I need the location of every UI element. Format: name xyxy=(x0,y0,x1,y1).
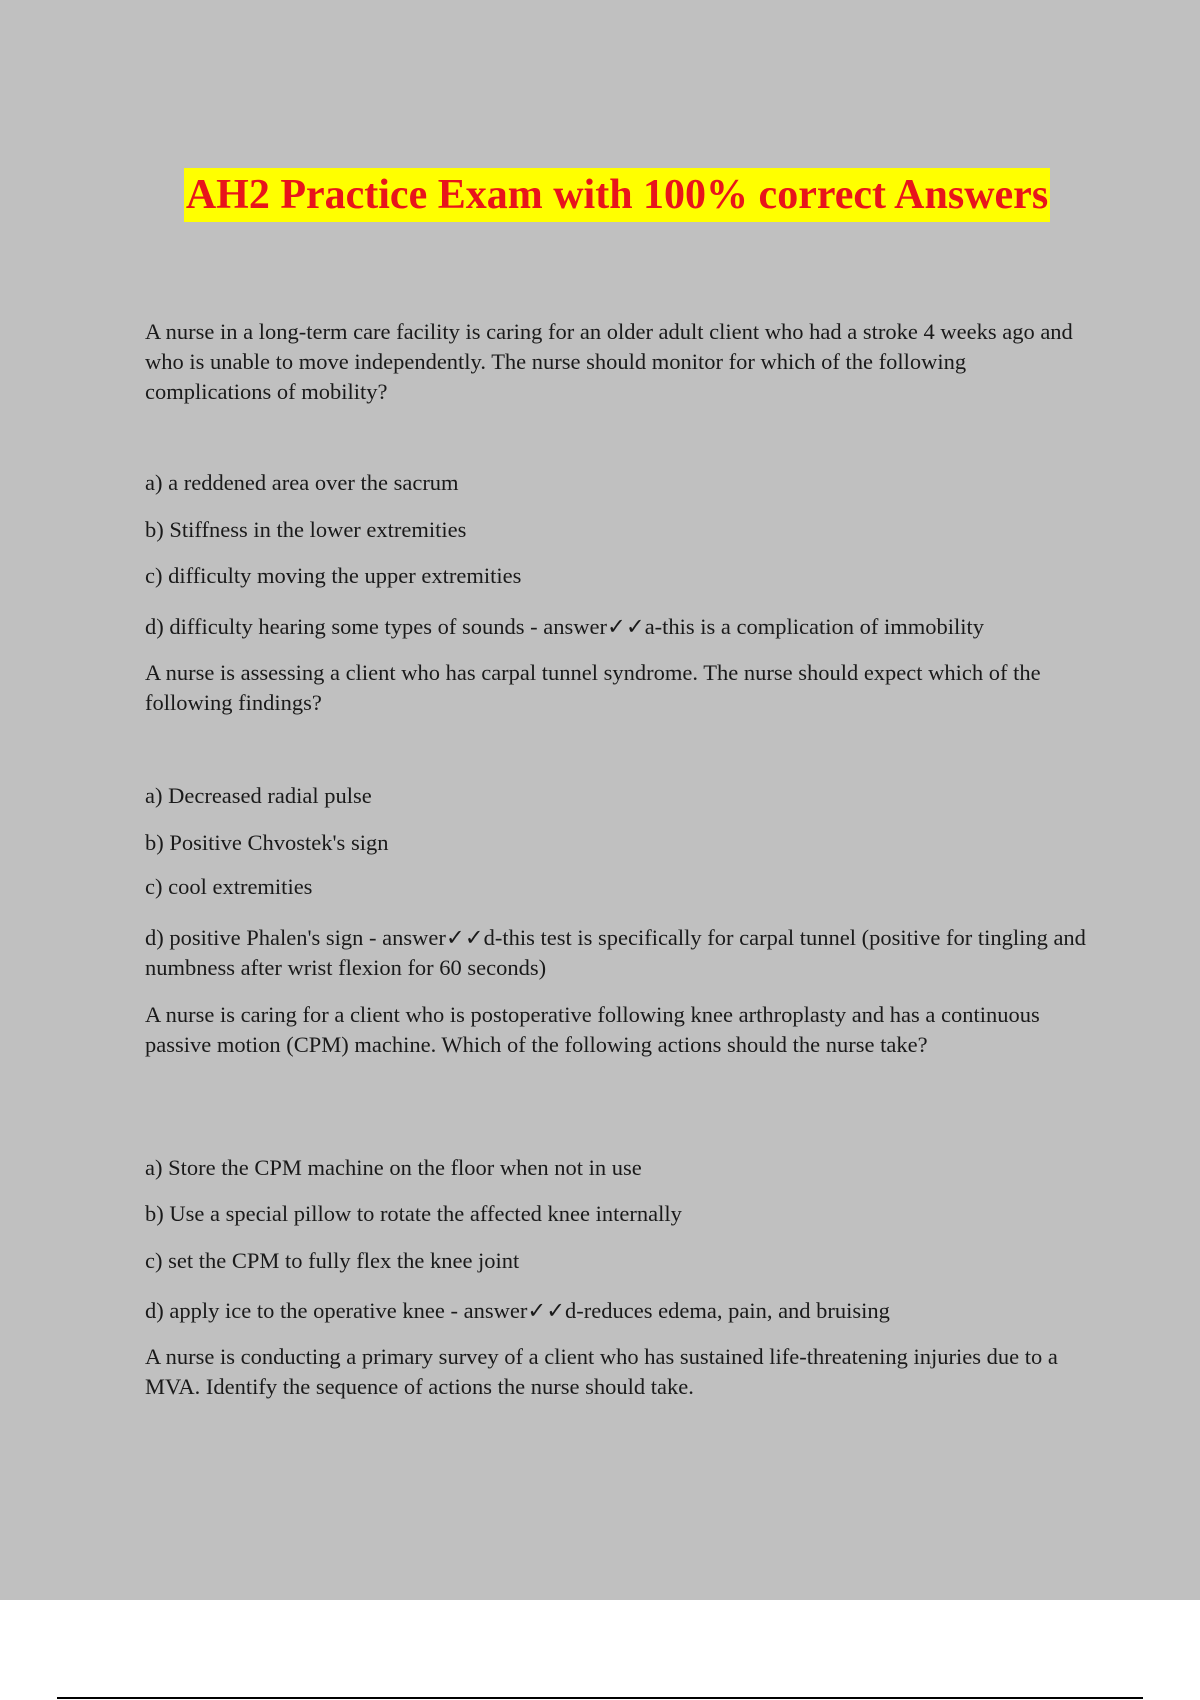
question-1-option-b: b) Stiffness in the lower extremities xyxy=(145,517,467,542)
question-3-option-b: b) Use a special pillow to rotate the affected knee internally xyxy=(145,1201,682,1226)
question-2-stem: A nurse is assessing a client who has carpal tunnel syndrome. The nurse should expect which of the following findings? xyxy=(145,660,1041,715)
question-2-option-d-answer: d) positive Phalen's sign - answer✓✓d-this test is specifically for carpal tunnel (positive for tingling and numbness after wrist flexion for 60 seconds) xyxy=(145,925,1086,980)
question-1-option-a: a) a reddened area over the sacrum xyxy=(145,470,459,495)
document-title: AH2 Practice Exam with 100% correct Answers xyxy=(184,168,1050,222)
question-2-option-c: c) cool extremities xyxy=(145,874,313,899)
question-3-option-d-answer: d) apply ice to the operative knee - answer✓✓d-reduces edema, pain, and bruising xyxy=(145,1298,890,1323)
question-3-stem: A nurse is caring for a client who is postoperative following knee arthroplasty and has a continuous passive motion (CPM) machine. Which of the following actions should the nurse take? xyxy=(145,1002,1040,1057)
question-3-option-a: a) Store the CPM machine on the floor when not in use xyxy=(145,1155,642,1180)
question-4-stem: A nurse is conducting a primary survey of a client who has sustained life-threatening injuries due to a MVA. Identify the sequence of actions the nurse should take. xyxy=(145,1344,1058,1399)
question-1-option-d-answer: d) difficulty hearing some types of sounds - answer✓✓a-this is a complication of immobility xyxy=(145,614,985,639)
question-2-option-b: b) Positive Chvostek's sign xyxy=(145,830,389,855)
question-1-stem: A nurse in a long-term care facility is caring for an older adult client who had a stroke 4 weeks ago and who is unable to move independently. The nurse should monitor for which of the following complications of mobility? xyxy=(145,319,1073,404)
page-divider xyxy=(57,1697,1143,1699)
question-1-option-c: c) difficulty moving the upper extremities xyxy=(145,563,522,588)
title-container xyxy=(0,168,1200,222)
question-3-option-c: c) set the CPM to fully flex the knee joint xyxy=(145,1248,520,1273)
question-2-option-a: a) Decreased radial pulse xyxy=(145,783,372,808)
